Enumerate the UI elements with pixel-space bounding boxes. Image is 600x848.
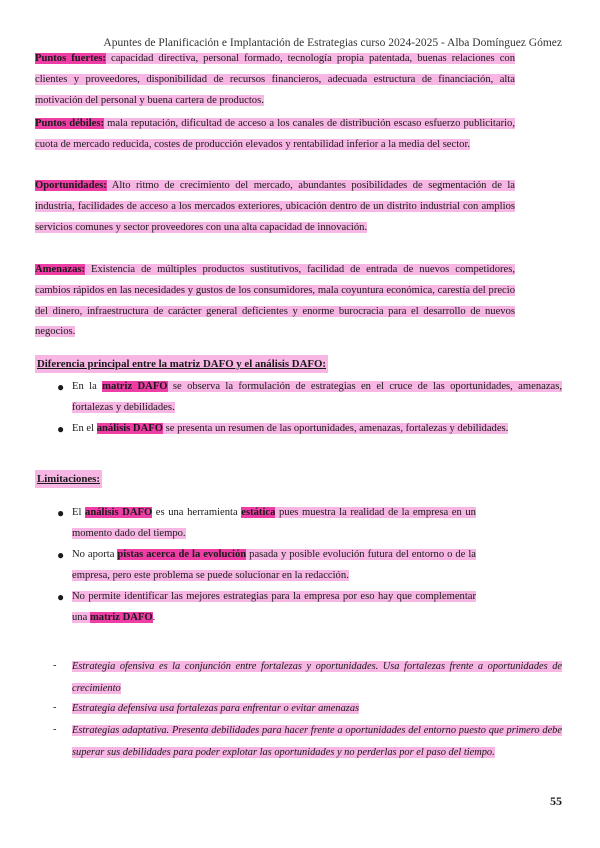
bullet-dot: ● xyxy=(57,380,65,394)
estrategia-ofensiva xyxy=(72,656,562,699)
keyword-estatica: estática xyxy=(241,507,276,518)
keyword-pistas-evolucion: pistas acerca de la evolución xyxy=(117,549,247,560)
text-span: es una herramienta xyxy=(152,507,242,518)
fortalezas-label: Puntos fuertes: xyxy=(35,53,106,64)
diferencia-bullet-2 xyxy=(72,419,562,440)
limitaciones-bullet-1 xyxy=(72,503,476,545)
dash-marker: - xyxy=(53,724,57,735)
debilidades-paragraph xyxy=(35,114,515,156)
amenazas-paragraph xyxy=(35,260,515,343)
fortalezas-text: capacidad directiva, personal formado, tecnología propia patentada, buenas relaciones con clientes y proveedores, disponibilidad de recursos financieros, adecuada estructura de financiación, alta motivación del personal y buena cartera de productos. xyxy=(35,53,515,106)
text-span: . xyxy=(152,611,156,623)
text-span: No aporta xyxy=(72,549,118,560)
text-span: Estrategia defensiva usa fortalezas para enfrentar o evitar amenazas xyxy=(72,703,360,714)
estrategia-defensiva xyxy=(72,698,562,720)
page-number: 55 xyxy=(550,794,562,808)
text-span: Estrategias adaptativa. Presenta debilidades para hacer frente a oportunidades del entorno puesto que primero debe superar sus debilidades para poder explotar las oportunidades y no perderlas por el paso del tiempo. xyxy=(72,725,562,758)
amenazas-text: Existencia de múltiples productos sustitutivos, facilidad de entrada de nuevos competidores, cambios rápidos en las necesidades y gustos de los consumidores, mala coyuntura económica, carestía del precio del dinero, infraestructura de carácter general deficientes y enorme burocracia para el desarrollo de nuevos negocios. xyxy=(35,264,515,338)
limitaciones-heading: Limitaciones: xyxy=(35,470,102,488)
limitaciones-bullet-3 xyxy=(72,587,476,629)
keyword-matriz-dafo: matriz DAFO xyxy=(102,381,168,392)
text-span: se observa la formulación de estrategias en el cruce de las oportunidades, amenazas, fortalezas y debilidades. xyxy=(72,381,562,413)
fortalezas-paragraph xyxy=(35,49,515,111)
diferencia-heading: Diferencia principal entre la matriz DAFO y el análisis DAFO: xyxy=(35,355,328,373)
bullet-dot: ● xyxy=(57,506,65,520)
debilidades-text: mala reputación, dificultad de acceso a los canales de distribución escaso esfuerzo publicitario, cuota de mercado reducida, costes de producción elevados y rentabilidad inferior a la media del sector. xyxy=(35,118,515,150)
oportunidades-text: Alto ritmo de crecimiento del mercado, abundantes posibilidades de segmentación de la industria, facilidades de acceso a los mercados exteriores, ubicación dentro de un distrito industrial con amplios servicios comunes y sector proveedores con una alta capacidad de innovación. xyxy=(35,180,515,233)
limitaciones-bullet-2 xyxy=(72,545,476,587)
text-span: se presenta un resumen de las oportunidades, amenazas, fortalezas y debilidades. xyxy=(162,423,509,434)
estrategia-adaptativa xyxy=(72,720,562,763)
keyword-analisis-dafo: análisis DAFO xyxy=(85,507,153,518)
text-span: En la xyxy=(72,381,103,392)
text-span: pasada y posible evolución futura del entorno o de la empresa, pero este problema se puede solucionar en la redacción. xyxy=(72,549,476,581)
text-span: Estrategia ofensiva es la conjunción entre fortalezas y oportunidades. Usa fortalezas frente a oportunidades de crecimiento xyxy=(72,661,562,694)
amenazas-label: Amenazas: xyxy=(35,264,86,275)
oportunidades-label: Oportunidades: xyxy=(35,180,107,191)
keyword-analisis-dafo: análisis DAFO xyxy=(96,423,163,434)
text-span: El xyxy=(72,507,86,518)
bullet-dot: ● xyxy=(57,590,65,604)
diferencia-bullet-1 xyxy=(72,377,562,419)
debilidades-label: Puntos débiles: xyxy=(35,118,105,129)
page-header: Apuntes de Planificación e Implantación de Estrategias curso 2024-2025 - Alba Domínguez Gómez xyxy=(103,37,562,49)
dash-marker: - xyxy=(53,660,57,671)
text-span: No permite identificar las mejores estrategias para la empresa por eso hay que complementar una xyxy=(72,591,476,623)
bullet-dot: ● xyxy=(57,422,65,436)
oportunidades-paragraph xyxy=(35,176,515,238)
text-span: pues muestra la realidad de la empresa en un momento dado del tiempo. xyxy=(72,507,476,539)
bullet-dot: ● xyxy=(57,548,65,562)
dash-marker: - xyxy=(53,702,57,713)
keyword-matriz-dafo: matriz DAFO xyxy=(89,611,153,623)
text-span: En el xyxy=(72,423,97,434)
